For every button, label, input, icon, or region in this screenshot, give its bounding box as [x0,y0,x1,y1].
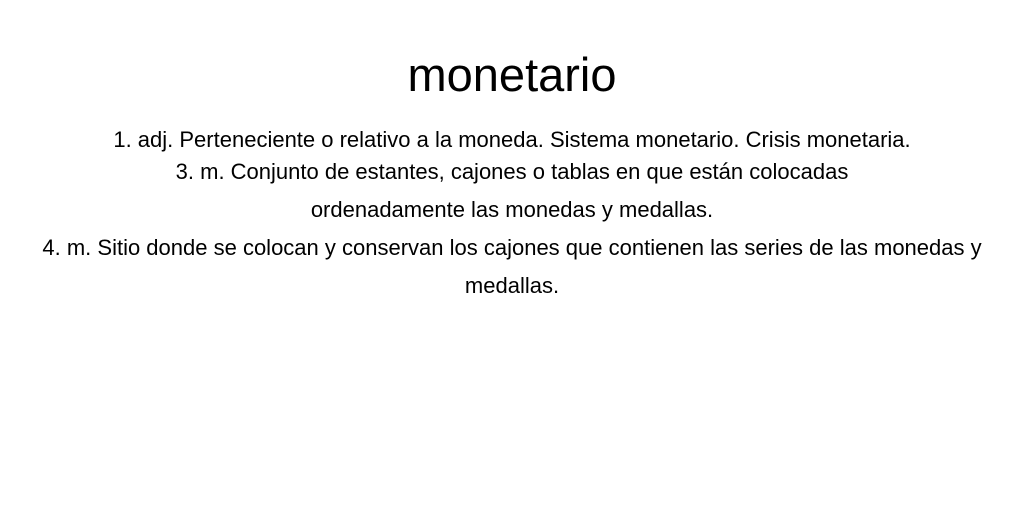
sense-3: 3. m. Conjunto de estantes, cajones o tablas en que están colocadas ordenadamente las monedas y medallas. [175,159,849,222]
sense-4: 4. m. Sitio donde se colocan y conservan los cajones que contienen las series de las monedas y medallas. [42,235,982,298]
headword: monetario [407,48,617,101]
sense-list [42,121,982,305]
sense-1: 1. adj. Perteneciente o relativo a la moneda. Sistema monetario. Crisis monetaria. [113,127,911,152]
